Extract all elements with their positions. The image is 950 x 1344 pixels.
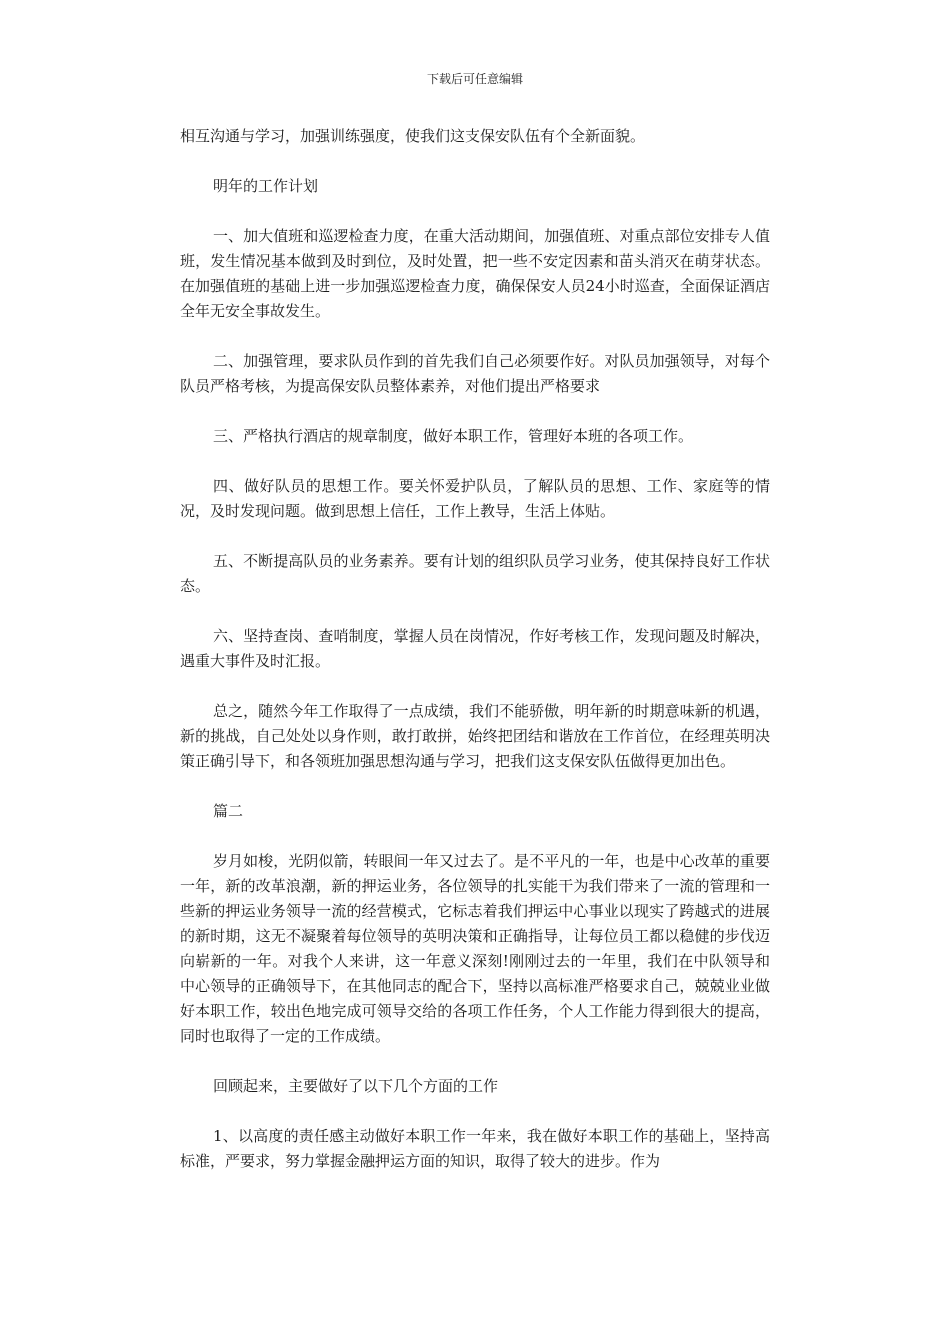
paragraph-continuation: 相互沟通与学习，加强训练强度，使我们这支保安队伍有个全新面貌。 — [180, 127, 646, 145]
plan-item-2: 二、加强管理，要求队员作到的首先我们自己必须要作好。对队员加强领导，对每个队员严格考核，为提高保安队员整体素养，对他们提出严格要求 — [180, 352, 770, 395]
review-item-1: 1、以高度的责任感主动做好本职工作一年来，我在做好本职工作的基础上，坚持高标准，严要求，努力掌握金融押运方面的知识，取得了较大的进步。作为 — [180, 1127, 770, 1170]
page-header: 下载后可任意编辑 — [426, 72, 523, 86]
document-body — [180, 124, 770, 1174]
plan-item-1: 一、加大值班和巡逻检查力度，在重大活动期间，加强值班、对重点部位安排专人值班，发生情况基本做到及时到位，及时处置，把一些不安定因素和苗头消灭在萌芽状态。在加强值班的基础上进一步加强巡逻检查力度，确保保安人员24小时巡查，全面保证酒店全年无安全事故发生。 — [180, 227, 770, 320]
plan-item-5: 五、不断提高队员的业务素养。要有计划的组织队员学习业务，使其保持良好工作状态。 — [180, 552, 770, 595]
summary-paragraph: 总之，随然今年工作取得了一点成绩，我们不能骄傲，明年新的时期意味新的机遇，新的挑战，自己处处以身作则，敢打敢拼，始终把团结和谐放在工作首位，在经理英明决策正确引导下，和各领班加强思想沟通与学习，把我们这支保安队伍做得更加出色。 — [180, 702, 770, 770]
plan-item-4: 四、做好队员的思想工作。要关怀爱护队员，了解队员的思想、工作、家庭等的情况，及时发现问题。做到思想上信任，工作上教导，生活上体贴。 — [180, 477, 770, 520]
plan-item-6: 六、坚持查岗、查哨制度，掌握人员在岗情况，作好考核工作，发现问题及时解决，遇重大事件及时汇报。 — [180, 627, 770, 670]
part-two-intro: 岁月如梭，光阴似箭，转眼间一年又过去了。是不平凡的一年，也是中心改革的重要一年，新的改革浪潮，新的押运业务，各位领导的扎实能干为我们带来了一流的管理和一些新的押运业务领导一流的经营模式，它标志着我们押运中心事业以现实了跨越式的进展的新时期，这无不凝聚着每位领导的英明决策和正确指导，让每位员工都以稳健的步伐迈向崭新的一年。对我个人来讲，这一年意义深刻!刚刚过去的一年里，我们在中队领导和中心领导的正确领导下，在其他同志的配合下，坚持以高标准严格要求自己，兢兢业业做好本职工作，较出色地完成可领导交给的各项工作任务，个人工作能力得到很大的提高，同时也取得了一定的工作成绩。 — [180, 852, 770, 1045]
plan-item-3: 三、严格执行酒店的规章制度，做好本职工作，管理好本班的各项工作。 — [213, 427, 694, 445]
section-heading-part-two: 篇二 — [213, 802, 244, 820]
review-heading: 回顾起来，主要做好了以下几个方面的工作 — [213, 1077, 499, 1095]
section-heading-next-year-plan: 明年的工作计划 — [213, 177, 319, 195]
